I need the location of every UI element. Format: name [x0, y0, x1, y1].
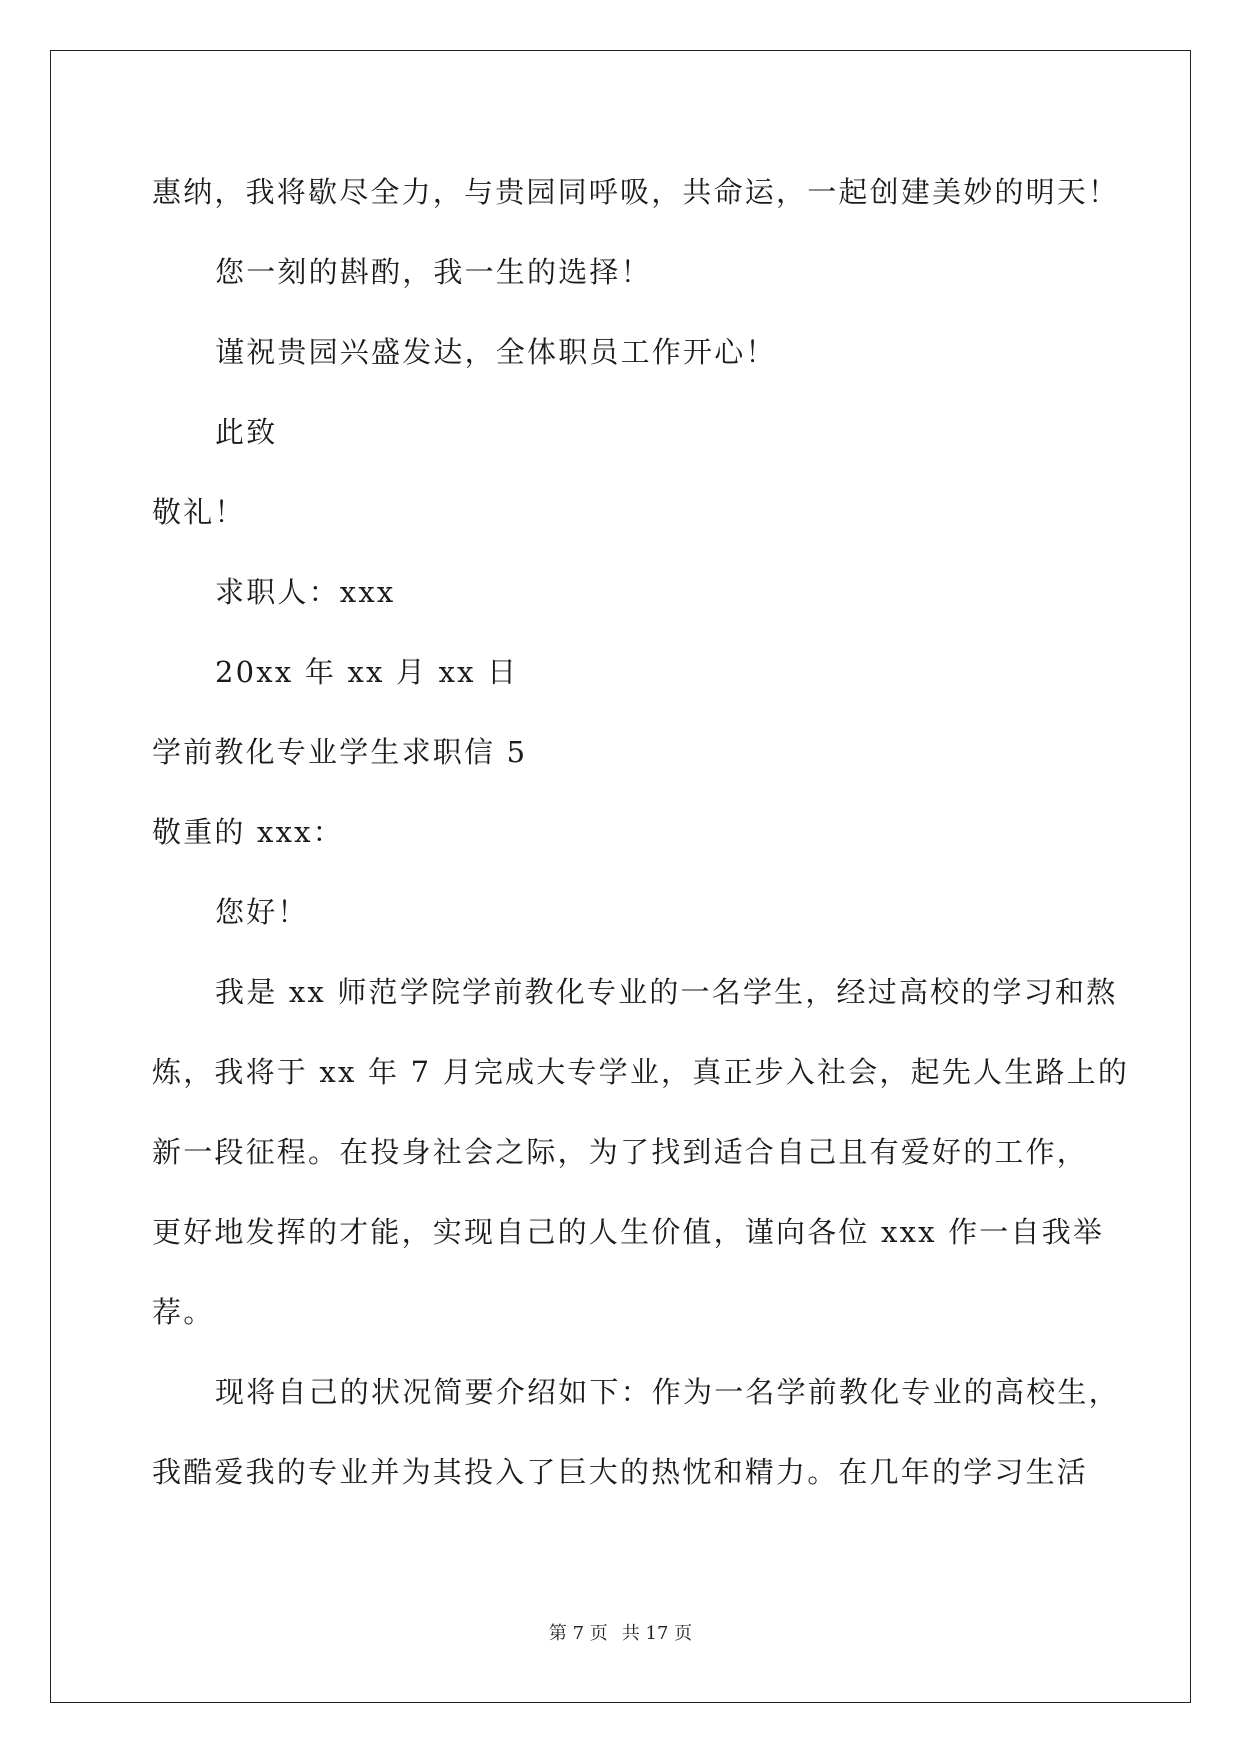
greeting-line: 您好！	[215, 895, 309, 929]
page-total: 共 17 页	[621, 1623, 693, 1644]
body-line-16: 现将自己的状况简要介绍如下：作为一名学前教化专业的高校生，	[215, 1375, 1120, 1409]
body-line-13: 新一段征程。在投身社会之际，为了找到适合自己且有爱好的工作，	[152, 1135, 1089, 1169]
body-line-17: 我酷爱我的专业并为其投入了巨大的热忱和精力。在几年的学习生活	[152, 1455, 1089, 1489]
body-line-14: 更好地发挥的才能，实现自己的人生价值，谨向各位 xxx 作一自我举	[152, 1215, 1105, 1249]
page-footer	[0, 1622, 1241, 1646]
body-line-1: 惠纳，我将歇尽全力，与贵园同呼吸，共命运，一起创建美妙的明天！	[152, 175, 1120, 209]
greeting-recipient: 敬重的 xxx：	[152, 815, 344, 849]
body-line-2: 您一刻的斟酌，我一生的选择！	[215, 255, 652, 289]
closing-line: 此致	[215, 415, 278, 449]
body-line-11: 我是 xx 师范学院学前教化专业的一名学生，经过高校的学习和熬	[215, 975, 1118, 1009]
page-number: 第 7 页	[548, 1623, 608, 1644]
body-line-15: 荐。	[152, 1295, 215, 1329]
body-line-12: 炼，我将于 xx 年 7 月完成大专学业，真正步入社会，起先人生路上的	[152, 1055, 1130, 1089]
date-line: 20xx 年 xx 月 xx 日	[215, 655, 519, 689]
section-heading: 学前教化专业学生求职信 5	[152, 735, 528, 769]
body-line-3: 谨祝贵园兴盛发达，全体职员工作开心！	[215, 335, 777, 369]
salutation-line: 敬礼！	[152, 495, 246, 529]
applicant-line: 求职人：xxx	[215, 575, 396, 609]
